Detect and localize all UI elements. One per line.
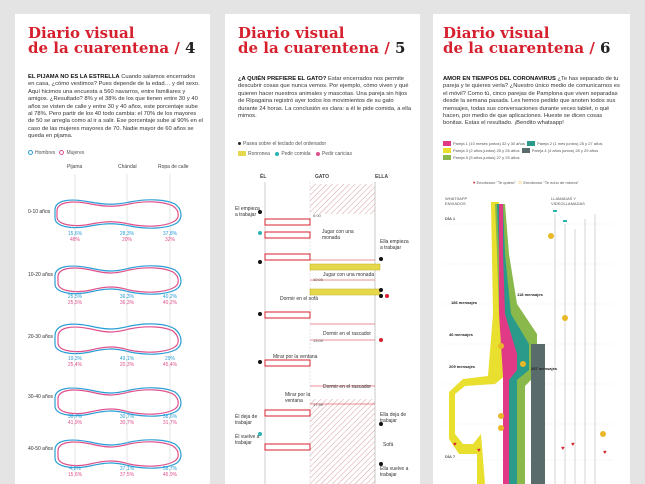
cat-legend-title: Pasea sobre el teclado del ordenador — [238, 141, 326, 147]
svg-text:♥: ♥ — [453, 442, 457, 448]
activity-label: Jugar con una monada — [323, 272, 375, 278]
panel-title: Diario visual de la cuarentena / 5 — [238, 24, 406, 57]
pct-cell: 28,3% 20% — [119, 231, 135, 243]
cat-legend: Ronronea Pedir comida Pedir caricias — [238, 151, 352, 157]
activity-label: Dormir en el sofá — [280, 296, 319, 302]
pct-cell: 4,2% 15,6% — [67, 466, 83, 478]
count-label: 209 mensajes — [449, 364, 476, 369]
age-label: 0-10 años — [28, 209, 51, 215]
activity-label: Él vuelve a trabajar — [235, 434, 260, 446]
activity-label: Mirar por la ventana — [273, 354, 318, 360]
emoji-legend: ♥ Emoticono "Te quiero" ☹ Emoticono "Te echo de menos" — [473, 180, 579, 185]
panel-diary-4 — [15, 14, 210, 484]
love-chart — [433, 14, 630, 484]
pct-cell: 25,5% 25,5% — [67, 294, 83, 306]
age-label: 20-30 años — [28, 334, 54, 340]
day-1-label: DÍA 1 — [445, 216, 456, 221]
pct-cell: 38,6% 31,7% — [162, 414, 178, 426]
col-el: ÉL — [260, 174, 267, 180]
age-label: 30-40 años — [28, 394, 54, 400]
pct-cell: 15,6% 48% — [67, 231, 83, 243]
sad-face-icon: ☹ — [518, 180, 523, 185]
day-7-label: DÍA 7 — [445, 454, 456, 459]
svg-text:♥: ♥ — [477, 448, 481, 454]
activity-label: Mirar por la ventana — [285, 392, 311, 404]
activity-label: El empieza a trabajar — [235, 206, 260, 218]
pct-cell: 36,3% 36,3% — [119, 294, 135, 306]
panel-title: Diario visual de la cuarentena / 6 — [443, 24, 611, 57]
panel-headline: EL PIJAMA NO ES LA ESTRELLA Cuando salamos encerrados en casa, ¿cómo vestimos? Pues depende de la edad… y del sexo. Aquí hicimos una encuesta a 560 navarros, entre familiares y amigos. ¿Resultado? 8% y el 38% de los que tienen entre 30 y 40 años se visten de calle y entre 30 y 40 años, este porcentaje sube al 78%. Pero partir de los 40 todo cambia: el 70% de los mayores de 50 se arregla como al ir a salir. Ese porcentaje sube al 90% en el caso de las mujeres mayores de 70. Nadie mayor de 60 años se queda en pijama. — [28, 74, 203, 140]
pct-cell: 37,1% 37,5% — [119, 466, 135, 478]
col-ella: ELLA — [375, 174, 389, 180]
col-pijama: Pijama — [67, 164, 83, 170]
count-label: 257 mensajes — [531, 366, 558, 371]
time-label: 6:00 — [313, 213, 321, 218]
time-label: 10:00 — [313, 277, 324, 282]
col-calle: Ropa de calle — [158, 164, 189, 170]
panel-headline: AMOR EN TIEMPOS DEL CORONAVIRUS ¿Te has separado de tu pareja y te quieres verla? ¿Nuestro único medio de comunicarnos es el móvil? Como tú, cinco parejas de Pamplona que viven separadas desde la semana pasada. Les hemos pedido que anoten todos sus mensajes, todas sus conversaciones durante veces tablet, o qué hacen, por medio de que aplicaciones. Hueste se dicen cosas bonitas. Estas el resultado. ¡Bendito whatsapp! — [443, 76, 620, 127]
pct-cell: 30,7% 30,7% — [119, 414, 135, 426]
activity-label: Ella empieza a trabajar — [380, 239, 409, 251]
pct-cell: 58,7% 46,9% — [162, 466, 178, 478]
svg-text:♥: ♥ — [603, 450, 607, 456]
pct-cell: 49,1% 20,3% — [119, 356, 135, 368]
pct-cell: 19,3% 25,4% — [67, 356, 83, 368]
activity-label: Sofá — [383, 442, 394, 448]
calls-header: LLAMADAS Y VIDEOLLAMADAS — [551, 196, 585, 206]
time-label: 13:00 — [313, 338, 324, 343]
panel-diary-6 — [433, 14, 630, 484]
svg-text:♥: ♥ — [571, 442, 575, 448]
activity-label: Dormir en el rascador — [323, 384, 372, 390]
gender-legend: Hombres Mujeres — [28, 150, 84, 156]
heart-icon: ♥ — [473, 180, 476, 185]
pct-cell: 30,7% 41,9% — [67, 414, 83, 426]
activity-label: Ella deja de trabajar — [380, 412, 407, 424]
panel-headline: ¿A QUIÉN PREFIERE EL GATO? Estar encerrados nos permite descubrir cosas que nunca vemos. Por ejemplo, cómo viven y qué quieren hacer nuestros animales y mascotas. Una pareja sin hijos de Ripagaina registró ayer todos los movimientos de su gato durante 24 horas. La conclusión es clara: a él le pide comida, a ella mimos. — [238, 76, 412, 120]
count-label: 46 mensajes — [449, 332, 473, 337]
pct-cell: 37,8% 32% — [162, 231, 178, 243]
pairs-legend: Pareja 1 (10 meses juntos) 32 y 30 años Pareja 2 (1 mes juntos) 25 y 27 años Pareja 3 (2 años juntos) 25 y 26 años Pareja 4 (4 años juntos) 28 y 29 años Pareja 5 (5 años juntos) 27 y 25 años — [443, 140, 623, 161]
age-label: 10-20 años — [28, 272, 54, 278]
col-chandal: Chándal — [118, 164, 137, 170]
panel-title: Diario visual de la cuarentena / 4 — [28, 24, 196, 57]
messages-header: WHATSAPP ENVIADOS — [445, 196, 468, 206]
age-label: 40-50 años — [28, 446, 54, 452]
count-label: 186 mensajes — [451, 300, 478, 305]
svg-text:♥: ♥ — [561, 446, 565, 452]
activity-label: Él deja de trabajar — [235, 414, 258, 426]
col-gato: GATO — [315, 174, 329, 180]
activity-label: Ella vuelve a trabajar — [380, 466, 409, 478]
activity-label: Dormir en el rascador — [323, 331, 372, 337]
panel-diary-5 — [225, 14, 420, 484]
time-label: 17:30 — [313, 402, 324, 407]
pct-cell: 40,2% 40,2% — [162, 294, 178, 306]
count-label: 118 mensajes — [517, 292, 543, 297]
activity-label: Jugar con una monada — [322, 229, 354, 241]
pct-cell: 29% 45,4% — [162, 356, 178, 368]
